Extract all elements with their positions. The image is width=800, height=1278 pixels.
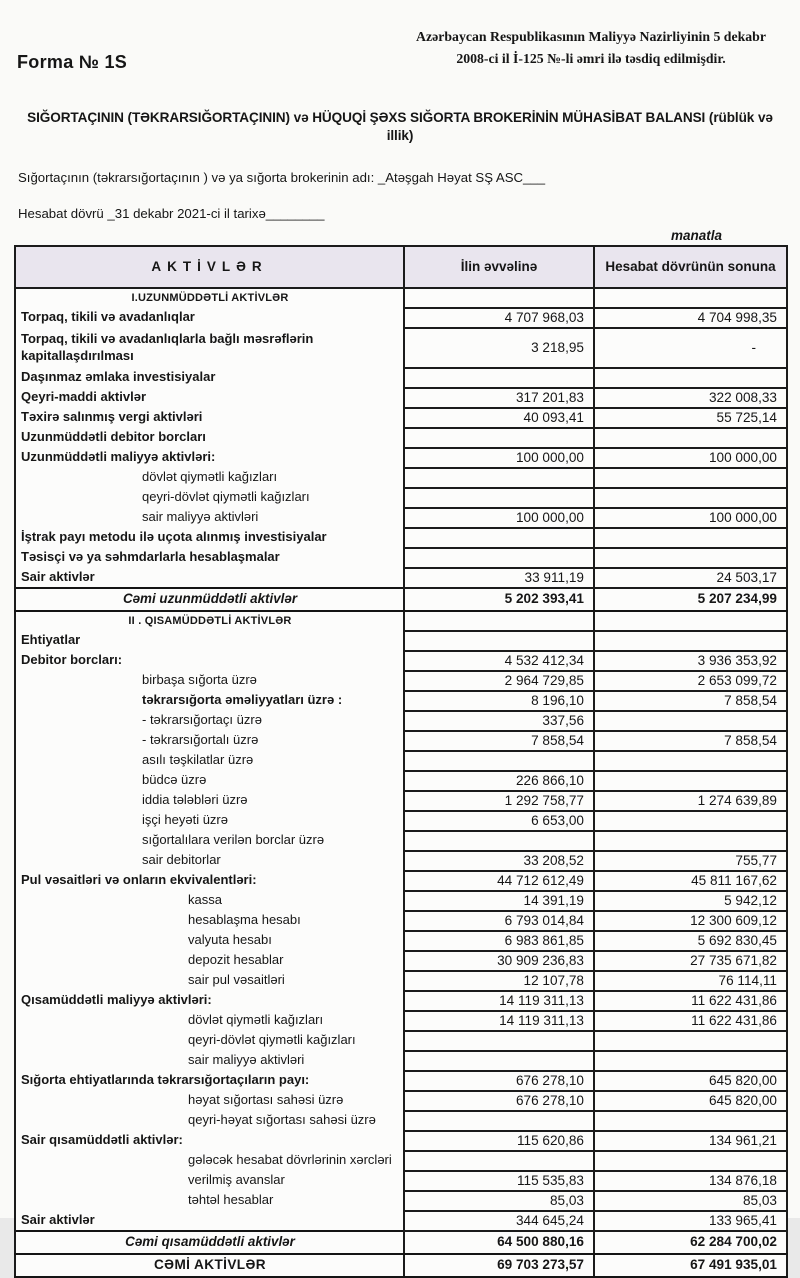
row-label: Təxirə salınmış vergi aktivləri: [15, 408, 404, 428]
value-opening: [404, 368, 594, 388]
table-row: [15, 388, 787, 408]
row-label: II . QISAMÜDDƏTLİ AKTİVLƏR: [15, 611, 404, 631]
value-closing: [594, 771, 787, 791]
value-closing: [594, 1151, 787, 1171]
value-opening: 317 201,83: [404, 388, 594, 408]
table-row: [15, 891, 787, 911]
table-row: [15, 671, 787, 691]
value-opening: 4 532 412,34: [404, 651, 594, 671]
row-label: işçi heyəti üzrə: [15, 811, 404, 831]
table-row: [15, 528, 787, 548]
row-label: Sair aktivlər: [15, 1211, 404, 1231]
value-closing: [594, 528, 787, 548]
value-closing: [594, 611, 787, 631]
value-opening: 14 119 311,13: [404, 991, 594, 1011]
value-closing: 134 961,21: [594, 1131, 787, 1151]
value-closing: 134 876,18: [594, 1171, 787, 1191]
table-row: [15, 991, 787, 1011]
table-row: [15, 288, 787, 308]
table-row: [15, 488, 787, 508]
row-label: - təkrarsığortalı üzrə: [15, 731, 404, 751]
value-closing: [594, 751, 787, 771]
value-opening: 2 964 729,85: [404, 671, 594, 691]
row-label: Torpaq, tikili və avadanlıqlar: [15, 308, 404, 328]
table-row: [15, 328, 787, 368]
table-row: [15, 851, 787, 871]
value-closing: [594, 1051, 787, 1071]
value-opening: 44 712 612,49: [404, 871, 594, 891]
value-closing: 5 942,12: [594, 891, 787, 911]
value-opening: 6 793 014,84: [404, 911, 594, 931]
value-opening: 337,56: [404, 711, 594, 731]
row-label: verilmiş avanslar: [15, 1171, 404, 1191]
table-row: [15, 971, 787, 991]
value-closing: 645 820,00: [594, 1091, 787, 1111]
value-opening: 33 911,19: [404, 568, 594, 588]
table-row: [15, 791, 787, 811]
value-closing: [594, 711, 787, 731]
value-closing: 322 008,33: [594, 388, 787, 408]
table-row: [15, 631, 787, 651]
value-opening: 7 858,54: [404, 731, 594, 751]
table-row: [15, 731, 787, 751]
row-label: asılı təşkilatlar üzrə: [15, 751, 404, 771]
value-closing: 11 622 431,86: [594, 1011, 787, 1031]
value-closing: [594, 368, 787, 388]
value-opening: 1 292 758,77: [404, 791, 594, 811]
table-row: [15, 651, 787, 671]
value-opening: 344 645,24: [404, 1211, 594, 1231]
insurer-name-line: Sığortaçının (təkrarsığortaçının ) və ya sığorta brokerinin adı: _Atəşgah Həyat SŞ ASC___: [18, 169, 546, 185]
value-opening: 100 000,00: [404, 508, 594, 528]
table-row: [15, 408, 787, 428]
value-opening: 676 278,10: [404, 1071, 594, 1091]
table-row: [15, 448, 787, 468]
value-opening: [404, 751, 594, 771]
row-label: sair debitorlar: [15, 851, 404, 871]
balance-sheet-table: [14, 245, 788, 1278]
table-header-row: [15, 246, 787, 288]
row-label: CƏMİ AKTİVLƏR: [15, 1254, 404, 1277]
row-label: Uzunmüddətli maliyyə aktivləri:: [15, 448, 404, 468]
table-row: [15, 871, 787, 891]
value-opening: 85,03: [404, 1191, 594, 1211]
value-opening: [404, 428, 594, 448]
row-label: sair pul vəsaitləri: [15, 971, 404, 991]
row-label: Təsisçi və ya səhmdarlarla hesablaşmalar: [15, 548, 404, 568]
row-label: hesablaşma hesabı: [15, 911, 404, 931]
value-closing: 7 858,54: [594, 691, 787, 711]
value-closing: 100 000,00: [594, 508, 787, 528]
row-label: kassa: [15, 891, 404, 911]
value-opening: 30 909 236,83: [404, 951, 594, 971]
value-closing: 24 503,17: [594, 568, 787, 588]
table-row: [15, 1151, 787, 1171]
value-opening: [404, 1031, 594, 1051]
row-label: valyuta hesabı: [15, 931, 404, 951]
value-opening: 14 391,19: [404, 891, 594, 911]
table-row: [15, 1171, 787, 1191]
value-opening: 8 196,10: [404, 691, 594, 711]
value-closing: 76 114,11: [594, 971, 787, 991]
table-row: [15, 588, 787, 611]
table-row: [15, 508, 787, 528]
value-closing: [594, 1031, 787, 1051]
value-closing: 5 207 234,99: [594, 588, 787, 611]
row-label: Ehtiyatlar: [15, 631, 404, 651]
table-row: [15, 751, 787, 771]
value-closing: [594, 1111, 787, 1131]
table-row: [15, 831, 787, 851]
value-closing: 5 692 830,45: [594, 931, 787, 951]
value-closing: [594, 488, 787, 508]
row-label: Qısamüddətli maliyyə aktivləri:: [15, 991, 404, 1011]
column-header-closing: Hesabat dövrünün sonuna: [594, 246, 787, 288]
row-label: Daşınmaz əmlaka investisiyalar: [15, 368, 404, 388]
row-label: Cəmi qısamüddətli aktivlər: [15, 1231, 404, 1254]
value-closing: 27 735 671,82: [594, 951, 787, 971]
table-row: [15, 468, 787, 488]
value-opening: 33 208,52: [404, 851, 594, 871]
row-label: gələcək hesabat dövrlərinin xərcləri: [15, 1151, 404, 1171]
value-closing: 67 491 935,01: [594, 1254, 787, 1277]
row-label: - təkrarsığortaçı üzrə: [15, 711, 404, 731]
row-label: təkrarsığorta əməliyyatları üzrə :: [15, 691, 404, 711]
value-closing: 133 965,41: [594, 1211, 787, 1231]
table-row: [15, 951, 787, 971]
table-row: [15, 368, 787, 388]
approval-note: Azərbaycan Respublikasının Maliyyə Nazirliyinin 5 dekabr 2008-ci il İ-125 №-li əmri ilə təsdiq edilmişdir.: [416, 29, 766, 67]
value-opening: 40 093,41: [404, 408, 594, 428]
value-closing: 11 622 431,86: [594, 991, 787, 1011]
value-opening: [404, 548, 594, 568]
row-label: həyat sığortası sahəsi üzrə: [15, 1091, 404, 1111]
value-closing: 100 000,00: [594, 448, 787, 468]
table-row: [15, 611, 787, 631]
value-opening: 6 983 861,85: [404, 931, 594, 951]
value-opening: [404, 288, 594, 308]
value-closing: 62 284 700,02: [594, 1231, 787, 1254]
row-label: sığortalılara verilən borclar üzrə: [15, 831, 404, 851]
value-opening: [404, 611, 594, 631]
table-row: [15, 1051, 787, 1071]
value-opening: 115 620,86: [404, 1131, 594, 1151]
reporting-period-line: Hesabat dövrü _31 dekabr 2021-ci il tarixə________: [18, 205, 325, 221]
value-opening: 12 107,78: [404, 971, 594, 991]
table-row: [15, 1011, 787, 1031]
balance-table-body: [15, 288, 787, 1277]
value-opening: 14 119 311,13: [404, 1011, 594, 1031]
row-label: Sair aktivlər: [15, 568, 404, 588]
value-closing: [594, 548, 787, 568]
value-opening: [404, 631, 594, 651]
table-row: [15, 711, 787, 731]
row-label: sair maliyyə aktivləri: [15, 508, 404, 528]
table-row: [15, 911, 787, 931]
column-header-opening: İlin əvvəlinə: [404, 246, 594, 288]
value-closing: 645 820,00: [594, 1071, 787, 1091]
value-closing: 45 811 167,62: [594, 871, 787, 891]
value-closing: [594, 428, 787, 448]
value-closing: [594, 811, 787, 831]
row-label: Torpaq, tikili və avadanlıqlarla bağlı məsrəflərin kapitallaşdırılması: [15, 328, 404, 368]
table-row: [15, 1211, 787, 1231]
row-label: qeyri-dövlət qiymətli kağızları: [15, 488, 404, 508]
document-title: SIĞORTAÇININ (TƏKRARSIĞORTAÇININ) və HÜQUQİ ŞƏXS SIĞORTA BROKERİNİN MÜHASİBAT BALANSI (rüblük və illik): [27, 110, 773, 144]
row-label: qeyri-həyat sığortası sahəsi üzrə: [15, 1111, 404, 1131]
value-opening: 100 000,00: [404, 448, 594, 468]
table-row: [15, 428, 787, 448]
row-label: İştrak payı metodu ilə uçota alınmış investisiyalar: [15, 528, 404, 548]
row-label: I.UZUNMÜDDƏTLİ AKTİVLƏR: [15, 288, 404, 308]
document-header: [0, 0, 800, 73]
value-opening: 64 500 880,16: [404, 1231, 594, 1254]
value-opening: [404, 1051, 594, 1071]
value-opening: 115 535,83: [404, 1171, 594, 1191]
row-label: Cəmi uzunmüddətli aktivlər: [15, 588, 404, 611]
row-label: qeyri-dövlət qiymətli kağızları: [15, 1031, 404, 1051]
table-row: [15, 771, 787, 791]
row-label: Uzunmüddətli debitor borcları: [15, 428, 404, 448]
table-row: [15, 691, 787, 711]
row-label: dövlət qiymətli kağızları: [15, 468, 404, 488]
row-label: Sığorta ehtiyatlarında təkrarsığortaçıların payı:: [15, 1071, 404, 1091]
value-closing: 85,03: [594, 1191, 787, 1211]
table-row: [15, 1254, 787, 1277]
value-closing: 1 274 639,89: [594, 791, 787, 811]
table-row: [15, 931, 787, 951]
value-closing: 755,77: [594, 851, 787, 871]
value-closing: 4 704 998,35: [594, 308, 787, 328]
value-opening: 226 866,10: [404, 771, 594, 791]
value-closing: 3 936 353,92: [594, 651, 787, 671]
value-opening: [404, 528, 594, 548]
value-opening: 5 202 393,41: [404, 588, 594, 611]
value-opening: 676 278,10: [404, 1091, 594, 1111]
table-row: [15, 308, 787, 328]
row-label: sair maliyyə aktivləri: [15, 1051, 404, 1071]
table-row: [15, 1031, 787, 1051]
value-closing: 55 725,14: [594, 408, 787, 428]
row-label: Pul vəsaitləri və onların ekvivalentləri:: [15, 871, 404, 891]
row-label: iddia tələbləri üzrə: [15, 791, 404, 811]
value-opening: 3 218,95: [404, 328, 594, 368]
value-opening: [404, 1151, 594, 1171]
value-opening: [404, 1111, 594, 1131]
value-closing: 2 653 099,72: [594, 671, 787, 691]
table-row: [15, 548, 787, 568]
column-header-assets: AKTİVLƏR: [15, 246, 404, 288]
value-closing: [594, 831, 787, 851]
value-closing: -: [594, 328, 787, 368]
value-opening: 69 703 273,57: [404, 1254, 594, 1277]
row-label: Qeyri-maddi aktivlər: [15, 388, 404, 408]
value-opening: [404, 831, 594, 851]
value-closing: [594, 288, 787, 308]
form-number: Forma № 1S: [17, 52, 128, 72]
table-row: [15, 568, 787, 588]
table-row: [15, 811, 787, 831]
table-row: [15, 1231, 787, 1254]
row-label: Sair qısamüddətli aktivlər:: [15, 1131, 404, 1151]
value-closing: 12 300 609,12: [594, 911, 787, 931]
row-label: birbaşa sığorta üzrə: [15, 671, 404, 691]
currency-note: manatla: [670, 227, 722, 243]
value-opening: [404, 468, 594, 488]
row-label: depozit hesablar: [15, 951, 404, 971]
value-closing: [594, 468, 787, 488]
table-row: [15, 1111, 787, 1131]
table-row: [15, 1131, 787, 1151]
value-opening: [404, 488, 594, 508]
value-opening: 6 653,00: [404, 811, 594, 831]
row-label: dövlət qiymətli kağızları: [15, 1011, 404, 1031]
row-label: Debitor borcları:: [15, 651, 404, 671]
value-closing: [594, 631, 787, 651]
table-row: [15, 1091, 787, 1111]
value-closing: 7 858,54: [594, 731, 787, 751]
table-row: [15, 1191, 787, 1211]
table-row: [15, 1071, 787, 1091]
row-label: büdcə üzrə: [15, 771, 404, 791]
row-label: təhtəl hesablar: [15, 1191, 404, 1211]
value-opening: 4 707 968,03: [404, 308, 594, 328]
